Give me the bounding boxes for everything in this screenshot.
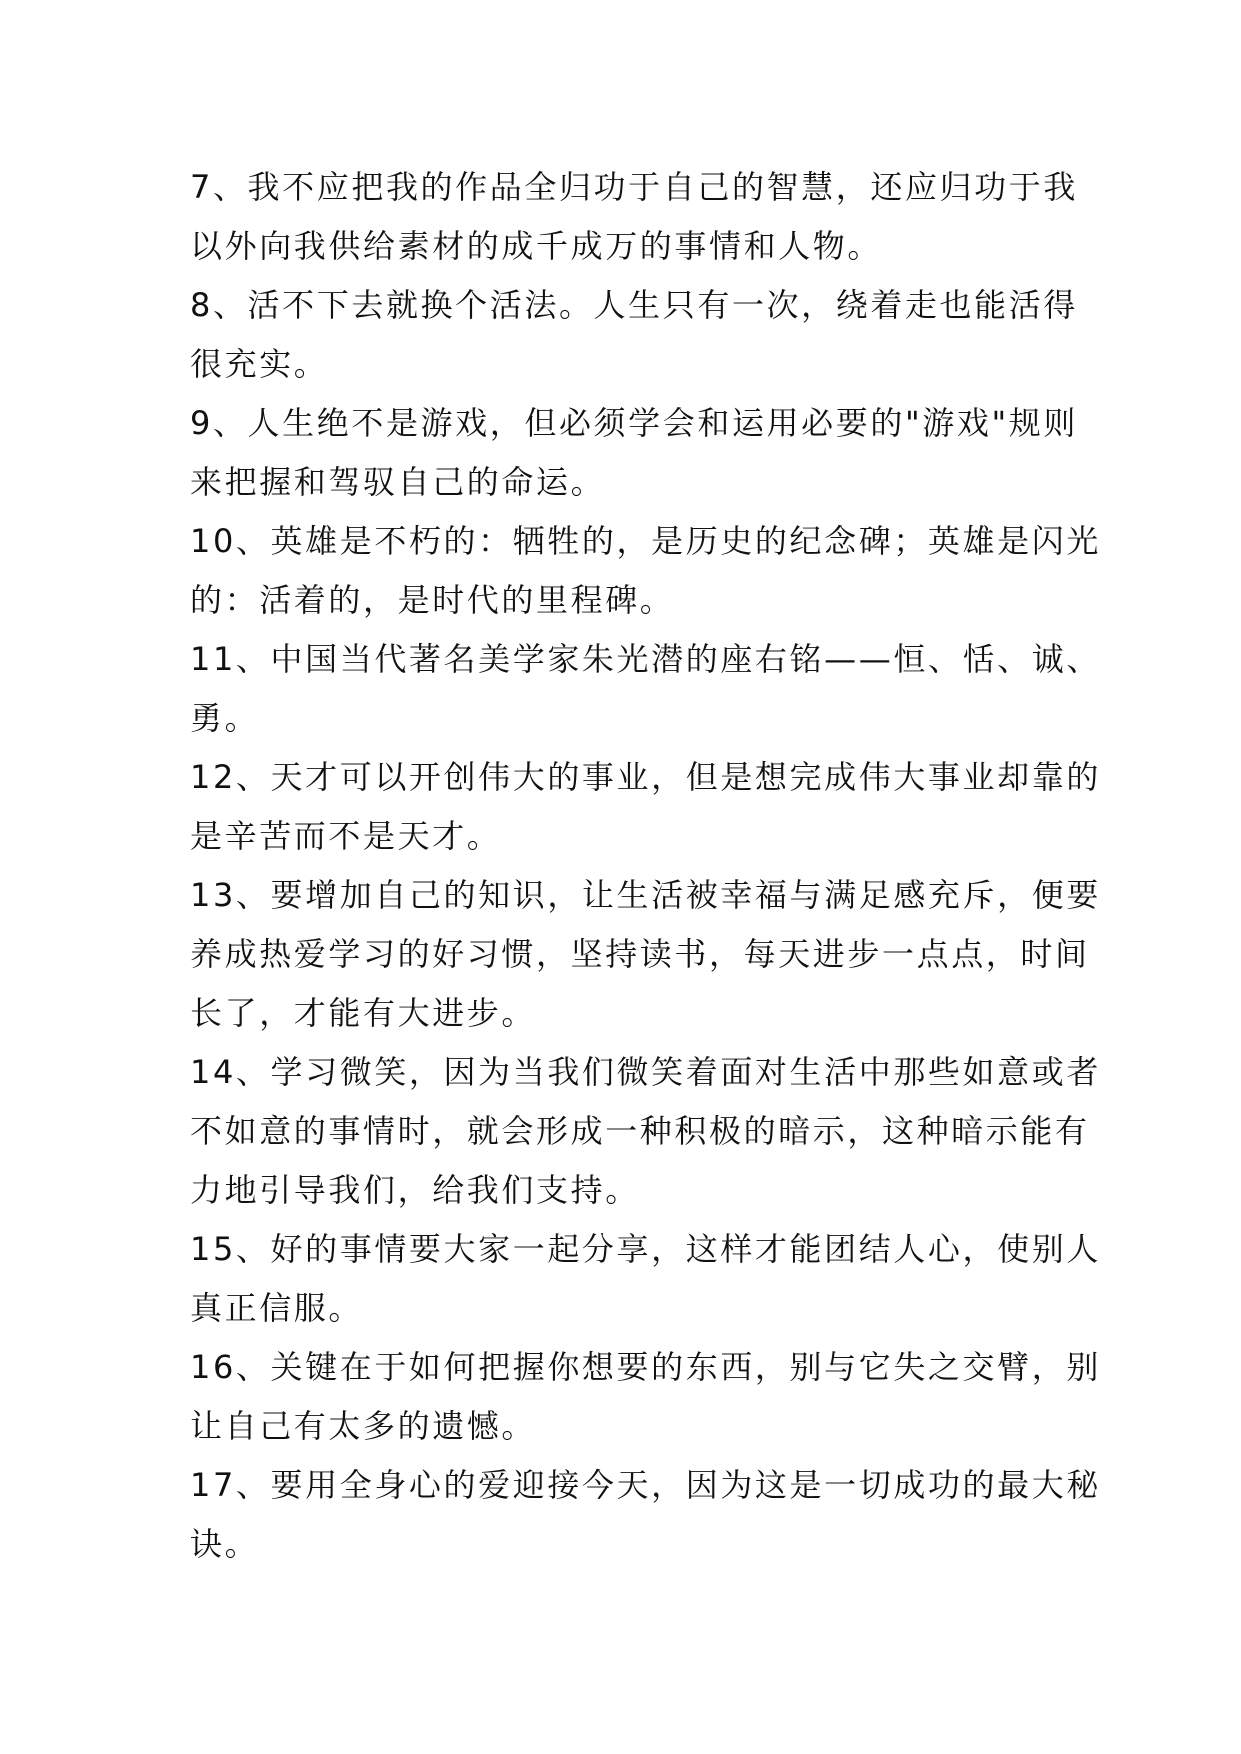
text-line: 11、中国当代著名美学家朱光潜的座右铭——恒、恬、诚、 [190, 640, 1101, 678]
list-item [190, 630, 1101, 748]
text-line: 养成热爱学习的好习惯，坚持读书，每天进步一点点，时间 [190, 935, 1090, 973]
list-item [190, 1220, 1101, 1338]
text-line: 力地引导我们，给我们支持。 [190, 1171, 640, 1209]
list-item [190, 158, 1078, 276]
list-item [190, 748, 1101, 866]
text-line: 很充实。 [190, 345, 329, 383]
list-item [190, 1043, 1101, 1220]
list-item [190, 276, 1078, 394]
text-line: 8、活不下去就换个活法。人生只有一次，绕着走也能活得 [190, 286, 1078, 324]
text-line: 16、关键在于如何把握你想要的东西，别与它失之交臂，别 [190, 1348, 1101, 1386]
text-line: 14、学习微笑，因为当我们微笑着面对生活中那些如意或者 [190, 1053, 1101, 1091]
list-item [190, 512, 1101, 630]
quote-list [190, 158, 1101, 1574]
text-line: 长了，才能有大进步。 [190, 994, 537, 1032]
text-line: 不如意的事情时，就会形成一种积极的暗示，这种暗示能有 [190, 1112, 1090, 1150]
list-item [190, 394, 1078, 512]
text-line: 17、要用全身心的爱迎接今天，因为这是一切成功的最大秘 [190, 1466, 1101, 1504]
text-line: 的：活着的，是时代的里程碑。 [190, 581, 675, 619]
text-line: 来把握和驾驭自己的命运。 [190, 463, 606, 501]
list-item [190, 1338, 1101, 1456]
text-line: 15、好的事情要大家一起分享，这样才能团结人心，使别人 [190, 1230, 1101, 1268]
text-line: 12、天才可以开创伟大的事业，但是想完成伟大事业却靠的 [190, 758, 1101, 796]
text-line: 13、要增加自己的知识，让生活被幸福与满足感充斥，便要 [190, 876, 1101, 914]
text-line: 诀。 [190, 1525, 260, 1563]
text-line: 是辛苦而不是天才。 [190, 817, 502, 855]
text-line: 让自己有太多的遗憾。 [190, 1407, 537, 1445]
text-line: 7、我不应把我的作品全归功于自己的智慧，还应归功于我 [190, 168, 1078, 206]
list-item [190, 1456, 1101, 1574]
list-item [190, 866, 1101, 1043]
text-line: 以外向我供给素材的成千成万的事情和人物。 [190, 227, 883, 265]
text-line: 勇。 [190, 699, 260, 737]
text-line: 10、英雄是不朽的：牺牲的，是历史的纪念碑；英雄是闪光 [190, 522, 1101, 560]
text-line: 真正信服。 [190, 1289, 364, 1327]
text-line: 9、人生绝不是游戏，但必须学会和运用必要的"游戏"规则 [190, 404, 1078, 442]
